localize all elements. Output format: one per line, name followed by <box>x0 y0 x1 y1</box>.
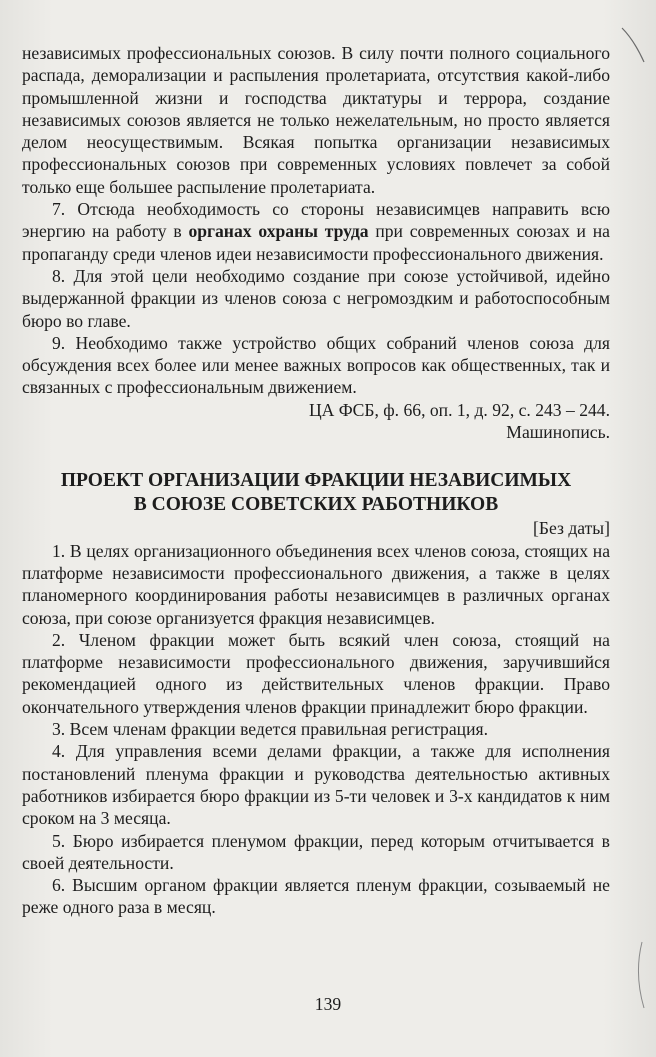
paragraph-7 <box>22 198 610 265</box>
list-item: 3. Всем членам фракции ведется правильная регистрация. <box>52 719 488 740</box>
body-text <box>22 42 610 919</box>
list-item: 4. Для управления всеми делами фракции, а также для исполнения постановлений пленума фракции и руководства деятельностью активных работников избирается бюро фракции из 5-ти человек и 3-х кандидатов к ним сроком на 3 месяца. <box>22 741 610 829</box>
heading-line-1: ПРОЕКТ ОРГАНИЗАЦИИ ФРАКЦИИ НЕЗАВИСИМЫХ <box>60 470 572 492</box>
continuation-paragraph: независимых профессиональных союзов. В силу почти полного социального распада, деморализации и распыления пролетариата, отсутствия какой-либо промышленной жизни и господства диктатуры и террора, создание независимых союзов является не только нежелательным, но просто является делом неосуществимым. Всякая попытка организации независимых профессиональных союзов при современных условиях повлечет за собой только еще большее распыление пролетариата. <box>22 43 610 197</box>
undated-note: [Без даты] <box>532 518 610 539</box>
document-heading <box>22 469 610 517</box>
page-number: 139 <box>314 994 342 1014</box>
paragraph-8: 8. Для этой цели необходимо создание при союзе устойчивой, идейно выдержанной фракции из членов союза с негромоздким и работоспособным бюро во главе. <box>22 265 610 331</box>
item-list <box>22 540 610 919</box>
p7-text-end: при современных союзах и на пропаганду среди членов идеи независимости профессионального движения. <box>22 221 610 264</box>
archive-reference: ЦА ФСБ, ф. 66, оп. 1, д. 92, с. 243 – 244. <box>308 399 610 420</box>
list-item: 5. Бюро избирается пленумом фракции, перед которым отчитывается в своей деятельности. <box>22 830 610 873</box>
heading-line-2: В СОЮЗЕ СОВЕТСКИХ РАБОТНИКОВ <box>133 494 499 516</box>
p7-text-start: 7. Отсюда необходимость со стороны независимцев направить всю энергию на работу в <box>22 199 610 242</box>
list-item: 1. В целях организационного объединения всех членов союза, стоящих на платформе независимости профессионального движения, а также в целях планомерного координирования работы независимцев в различных органах союза, при союзе организуется фракция независимцев. <box>22 540 610 628</box>
p7-bold-term: органах охраны труда <box>188 221 369 242</box>
page-corner-mark <box>620 26 646 66</box>
archive-type: Машинопись. <box>506 422 610 443</box>
paragraph-9: 9. Необходимо также устройство общих собраний членов союза для обсуждения всех более или менее важных вопросов как общественных, так и связанных с профессиональным движением. <box>22 332 610 398</box>
list-item: 2. Членом фракции может быть всякий член союза, стоящий на платформе независимости профессионального движения, заручившийся рекомендацией одного из действительных членов фракции. Право окончательного утверждения членов фракции принадлежит бюро фракции. <box>22 629 610 717</box>
list-item: 6. Высшим органом фракции является пленум фракции, созываемый не реже одного раза в месяц. <box>22 875 610 918</box>
